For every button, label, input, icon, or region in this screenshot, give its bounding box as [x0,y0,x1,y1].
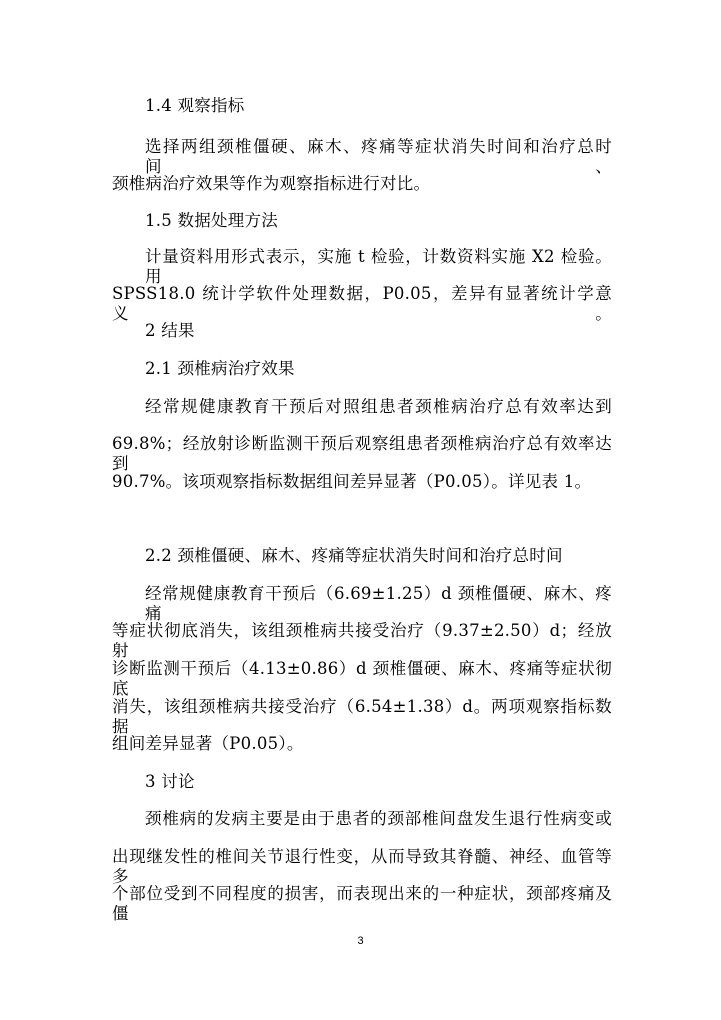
paragraph-line: 个部位受到不同程度的损害，而表现出来的一种症状，颈部疼痛及僵 [112,884,612,923]
paragraph-line: 消失，该组颈椎病共接受治疗（6.54±1.38）d。两项观察指标数据 [112,697,612,736]
paragraph-line: 出现继发性的椎间关节退行性变，从而导致其脊髓、神经、血管等多 [112,847,612,886]
paragraph-line: 69.8%；经放射诊断监测干预后观察组患者颈椎病治疗总有效率达到 [112,434,612,473]
paragraph-line: 经常规健康教育干预后对照组患者颈椎病治疗总有效率达到 [145,397,612,416]
paragraph-line: 计量资料用形式表示，实施 t 检验，计数资料实施 X2 检验。用 [145,247,612,286]
section-heading-3: 3 讨论 [145,772,195,791]
section-heading-2-1: 2.1 颈椎病治疗效果 [145,359,295,378]
paragraph-line: SPSS18.0 统计学软件处理数据，P0.05，差异有显著统计学意义。 [112,284,612,323]
paragraph-line: 选择两组颈椎僵硬、麻木、疼痛等症状消失时间和治疗总时间、 [145,137,612,176]
section-heading-2: 2 结果 [145,321,195,340]
paragraph-line: 等症状彻底消失，该组颈椎病共接受治疗（9.37±2.50）d；经放射 [112,621,612,660]
paragraph-line: 颈椎病治疗效果等作为观察指标进行对比。 [112,174,431,193]
page-number: 3 [357,935,364,947]
section-heading-2-2: 2.2 颈椎僵硬、麻木、疼痛等症状消失时间和治疗总时间 [145,546,563,565]
paragraph-line: 诊断监测干预后（4.13±0.86）d 颈椎僵硬、麻木、疼痛等症状彻底 [112,659,612,698]
paragraph-line: 颈椎病的发病主要是由于患者的颈部椎间盘发生退行性病变或 [145,809,612,828]
section-heading-1-5: 1.5 数据处理方法 [145,211,278,230]
paragraph-line: 经常规健康教育干预后（6.69±1.25）d 颈椎僵硬、麻木、疼痛 [145,584,612,623]
paragraph-line: 90.7%。该项观察指标数据组间差异显著（P0.05）。详见表 1。 [112,472,592,491]
paragraph-line: 组间差异显著（P0.05）。 [112,734,304,753]
section-heading-1-4: 1.4 观察指标 [145,96,245,115]
